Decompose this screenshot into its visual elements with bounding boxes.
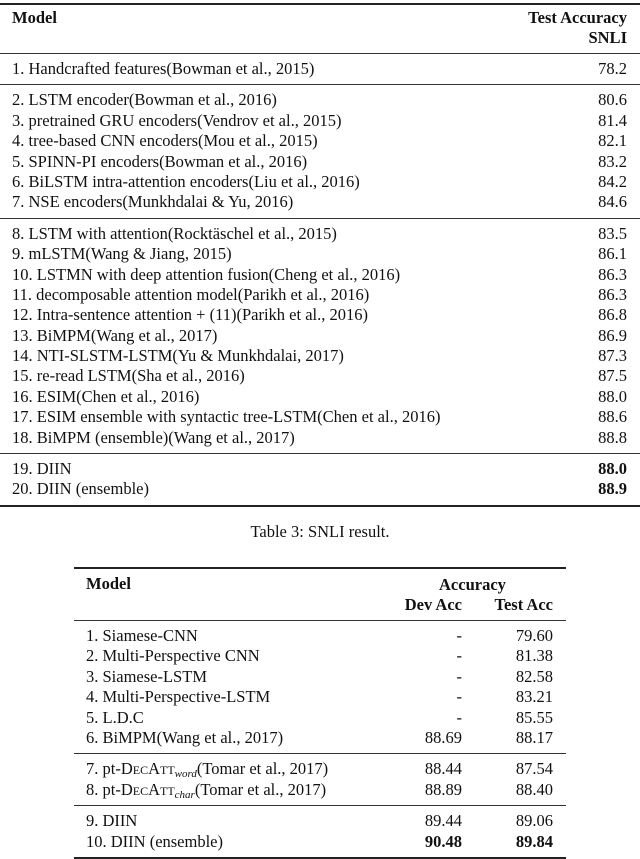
table-row [0, 244, 640, 264]
model-name: 3. Siamese-LSTM [86, 666, 207, 686]
row-group [74, 806, 566, 857]
table-row [74, 780, 566, 800]
model-name: 6. BiMPM(Wang et al., 2017) [86, 727, 284, 747]
test-acc-value: 85.55 [515, 707, 553, 727]
model-name: 17. ESIM ensemble with syntactic tree-LSTM(Chen et al., 2016) [12, 407, 441, 427]
accuracy-value: 84.6 [598, 192, 627, 212]
model-name: 4. tree-based CNN encoders(Mou et al., 2015) [12, 131, 318, 151]
model-name: 10. LSTMN with deep attention fusion(Cheng et al., 2016) [12, 264, 401, 284]
table-row [74, 728, 566, 748]
accuracy-value: 88.89 [424, 779, 462, 799]
test-acc-value: 82.58 [515, 666, 553, 686]
accuracy-value: - [456, 707, 462, 727]
accuracy-value: 80.6 [598, 90, 627, 110]
model-smallcaps: DecAtt [120, 779, 175, 799]
accuracy-value: 88.6 [598, 407, 627, 427]
model-citation: (Tomar et al., 2017) [194, 779, 327, 799]
accuracy-value: 88.9 [598, 479, 627, 499]
model-name: 6. BiLSTM intra-attention encoders(Liu et al., 2016) [12, 171, 360, 191]
row-group [0, 454, 640, 505]
table-row [0, 407, 640, 427]
model-smallcaps: DecAtt [120, 759, 175, 779]
table-header [0, 5, 640, 53]
row-group [0, 54, 640, 84]
header-dev-acc: Dev Acc [404, 595, 462, 614]
header-model: Model [86, 574, 131, 593]
table-row [0, 326, 640, 346]
model-name: 18. BiMPM (ensemble)(Wang et al., 2017) [12, 427, 295, 447]
model-prefix: 7. pt- [86, 759, 121, 779]
accuracy-value: 86.1 [598, 244, 627, 264]
accuracy-value: 83.5 [598, 223, 627, 243]
table-row [0, 305, 640, 325]
table-row [74, 687, 566, 707]
accuracy-value: 83.2 [598, 151, 627, 171]
table-row [0, 285, 640, 305]
snli-results-table [0, 3, 640, 507]
accuracy-value: - [456, 666, 462, 686]
test-acc-value: 88.17 [515, 727, 553, 747]
row-group [0, 85, 640, 217]
header-snli: SNLI [588, 28, 627, 47]
accuracy-value: - [456, 687, 462, 707]
accuracy-value: 81.4 [598, 110, 627, 130]
accuracy-value: 88.69 [424, 727, 462, 747]
model-name: 20. DIIN (ensemble) [12, 479, 149, 499]
model-name: 16. ESIM(Chen et al., 2016) [12, 386, 200, 406]
accuracy-value: 88.0 [598, 386, 627, 406]
accuracy-value: 78.2 [598, 59, 627, 78]
model-citation: (Tomar et al., 2017) [196, 759, 329, 779]
test-acc-value: 81.38 [515, 646, 553, 666]
model-name: 12. Intra-sentence attention + (11)(Parikh et al., 2016) [12, 305, 368, 325]
accuracy-value: 87.3 [598, 346, 627, 366]
model-name: 15. re-read LSTM(Sha et al., 2016) [12, 366, 245, 386]
model-subscript: char [174, 788, 195, 801]
table-row [0, 192, 640, 212]
model-name: 4. Multi-Perspective-LSTM [86, 687, 271, 707]
model-name: 1. Handcrafted features(Bowman et al., 2015) [12, 59, 315, 78]
model-name: 2. LSTM encoder(Bowman et al., 2016) [12, 90, 277, 110]
table-row [0, 59, 640, 79]
row-group [0, 219, 640, 453]
table-row [0, 224, 640, 244]
model-prefix: 8. pt- [86, 779, 121, 799]
table-header [74, 569, 566, 620]
header-model: Model [12, 8, 57, 27]
table-row [74, 626, 566, 646]
model-name: 1. Siamese-CNN [86, 626, 198, 645]
table-body [0, 53, 640, 505]
table-row [0, 346, 640, 366]
table-row [74, 832, 566, 852]
accuracy-value: 82.1 [598, 131, 627, 151]
accuracy-value: - [456, 626, 462, 645]
accuracy-value: 86.9 [598, 325, 627, 345]
model-name: 13. BiMPM(Wang et al., 2017) [12, 325, 218, 345]
accuracy-value: 88.0 [598, 459, 627, 479]
table-row [74, 811, 566, 831]
model-name [86, 780, 326, 805]
header-test-accuracy: Test Accuracy [528, 8, 627, 27]
model-name: 19. DIIN [12, 459, 72, 479]
table-row [0, 90, 640, 110]
table-row [0, 366, 640, 386]
accuracy-value: 84.2 [598, 171, 627, 191]
accuracy-value: 88.44 [424, 759, 462, 779]
table-row [0, 152, 640, 172]
accuracy-value: 87.5 [598, 366, 627, 386]
model-name: 3. pretrained GRU encoders(Vendrov et al., 2015) [12, 110, 342, 130]
bottom-rule [0, 505, 640, 507]
model-name: 7. NSE encoders(Munkhdalai & Yu, 2016) [12, 192, 294, 212]
model-name: 5. L.D.C [86, 707, 144, 727]
test-acc-value: 87.54 [515, 759, 553, 779]
table-row [74, 708, 566, 728]
accuracy-value: 90.48 [424, 831, 462, 851]
test-acc-value: 79.60 [515, 626, 553, 645]
test-acc-value: 88.40 [515, 779, 553, 799]
accuracy-value: 86.8 [598, 305, 627, 325]
table-body [74, 620, 566, 857]
model-name: 8. LSTM with attention(Rocktäschel et al., 2015) [12, 223, 337, 243]
table-row [74, 646, 566, 666]
accuracy-value: 86.3 [598, 284, 627, 304]
accuracy-value: 89.44 [424, 811, 462, 831]
table-row [74, 667, 566, 687]
accuracy-value: - [456, 646, 462, 666]
model-name: 5. SPINN-PI encoders(Bowman et al., 2016) [12, 151, 308, 171]
test-acc-value: 83.21 [515, 687, 553, 707]
row-group [74, 754, 566, 805]
quora-results-table [74, 567, 566, 859]
header-accuracy: Accuracy [439, 575, 506, 594]
row-group [74, 621, 566, 753]
model-name: 11. decomposable attention model(Parikh et al., 2016) [12, 284, 370, 304]
model-name: 10. DIIN (ensemble) [86, 831, 223, 851]
test-acc-value: 89.84 [515, 831, 553, 851]
accuracy-value: 86.3 [598, 264, 627, 284]
table-row [0, 131, 640, 151]
test-acc-value: 89.06 [515, 811, 553, 831]
table-row [0, 479, 640, 499]
model-subscript: word [174, 768, 197, 781]
accuracy-value: 88.8 [598, 427, 627, 447]
model-name: 9. mLSTM(Wang & Jiang, 2015) [12, 244, 232, 264]
model-name: 9. DIIN [86, 811, 138, 831]
header-test-acc: Test Acc [494, 595, 553, 614]
table-row [0, 111, 640, 131]
table-row [0, 428, 640, 448]
table-row [0, 459, 640, 479]
table-row [74, 759, 566, 779]
table-caption: Table 3: SNLI result. [250, 522, 390, 541]
table-row [0, 387, 640, 407]
model-name: 14. NTI-SLSTM-LSTM(Yu & Munkhdalai, 2017) [12, 346, 344, 366]
table-row [0, 265, 640, 285]
table-row [0, 172, 640, 192]
model-name: 2. Multi-Perspective CNN [86, 646, 260, 666]
